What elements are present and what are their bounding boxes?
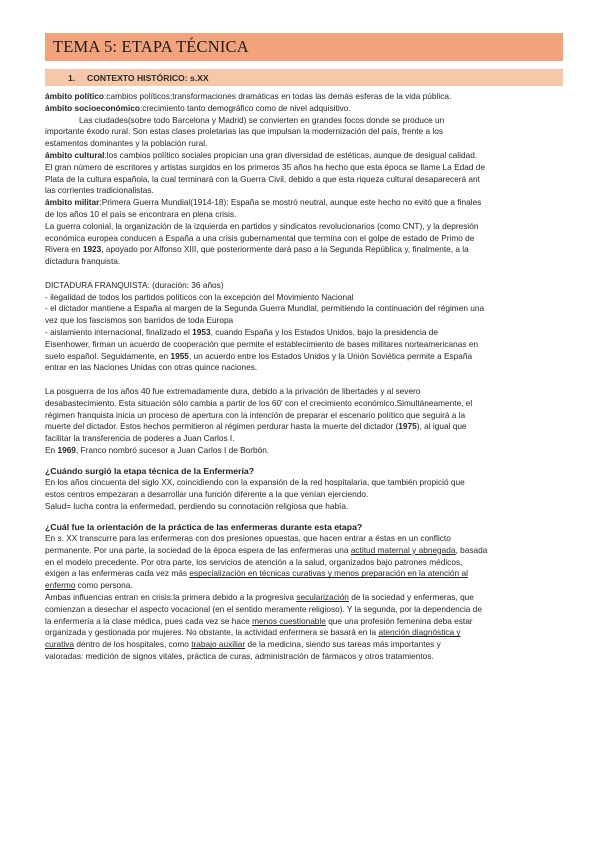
- text-line: :los cambios político sociales propician una gran diversidad de estéticas, aunque de desigual calidad.: [104, 149, 478, 160]
- term-label: ámbito militar: [45, 197, 100, 208]
- section-label: CONTEXTO HISTÓRICO: s.XX: [87, 72, 209, 83]
- text-line: En los años cincuenta del siglo XX, coincidiendo con la expansión de la red hospitalaria, que también propició que: [45, 477, 465, 488]
- term-label: ámbito político: [45, 91, 104, 101]
- underlined-text: menos cuestionable: [252, 615, 326, 626]
- paragraph: [45, 421, 563, 433]
- text-line: En s. XX transcurre para las enfermeras con dos presiones opuestas, que hacen entrar a éstas en un conflicto: [45, 533, 451, 544]
- paragraph: [45, 545, 563, 557]
- paragraph: [45, 244, 563, 256]
- paragraph: [45, 568, 563, 580]
- text-line: económica europea conducen a España a una crisis gubernamental que termina con el golpe de estado de Primo de: [45, 232, 475, 243]
- term-label: ámbito cultural: [45, 149, 105, 160]
- text-line: de la sociedad y enfermeras, que: [348, 592, 474, 603]
- title-bar: [45, 33, 563, 61]
- text-line: La guerra colonial, la organización de la izquierda en partidos y sindicatos revolucionarios (como CNT), y la depresión: [45, 220, 479, 231]
- question-heading: ¿Cuándo surgió la etapa técnica de la Enfermería?: [45, 465, 255, 476]
- term-label: ámbito socioeconómico: [45, 102, 140, 113]
- text-line: las corrientes tradicionalistas.: [45, 185, 154, 196]
- text-line: comienzan a desechar el aspecto vocacional (en el sentido meramente religioso). Y la segunda, por la dependencia de: [45, 603, 482, 614]
- text-line: en el modelo precedente. Por otra parte, los servicios de atención a la salud, organizados bajo patrones médicos,: [45, 556, 463, 567]
- text-line: , basada: [455, 544, 488, 555]
- text-line: como persona.: [75, 580, 133, 591]
- text-line: estamentos dominantes y la población rural.: [45, 138, 208, 149]
- paragraph: [45, 639, 563, 651]
- text-line: permanente. Por una parte, la sociedad de la época espera de las enfermeras una: [45, 544, 351, 555]
- text-line: facilitar la transferencia de poderes a Juan Carlos I.: [45, 433, 235, 444]
- text-line: de los años 10 el país se encontrara en plena crisis.: [45, 208, 237, 219]
- text-line: Rivera en: [45, 244, 83, 255]
- text-line: Eisenhower, firman un acuerdo de cooperación que permite el establecimiento de bases militares norteamericanas en: [45, 338, 479, 349]
- page-title: TEMA 5: ETAPA TÉCNICA: [53, 37, 249, 56]
- section-subheading: DICTADURA FRANQUISTA: (duración: 36 años): [45, 279, 224, 290]
- text-line: la enfermería a la clase médica, pues cada vez se hace: [45, 615, 253, 626]
- text-line: que una profesión femenina deba estar: [325, 615, 473, 626]
- document-page: [45, 33, 563, 663]
- paragraph: [45, 627, 563, 639]
- year: 1969: [57, 444, 76, 455]
- text-line: El gran número de escritores y artistas surgidos en los primeros 35 años ha hecho que esta época se llame La Edad de: [45, 161, 485, 172]
- text-line: :Primera Guerra Mundial(1914-18): España se mostró neutral, aunque este hecho no evitó que a finales: [99, 197, 482, 208]
- text-line: Las ciudades(sobre todo Barcelona y Madrid) se convierten en grandes focos donde se produce un: [79, 114, 445, 125]
- text-line: exigen a las enfermeras cada vez más: [45, 568, 190, 579]
- text-line: importante éxodo rural. Son estas clases proletarias las que impulsan la modernización del país, frente a los: [45, 126, 444, 137]
- text-line: En: [45, 444, 58, 455]
- underlined-text: actitud maternal y abnegada: [350, 544, 456, 555]
- text-line: suelo español. Seguidamente, en: [45, 350, 171, 361]
- text-line: régimen franquista inicia un proceso de apertura con la intención de preparar el escenario político que seguirá a la: [45, 409, 466, 420]
- underlined-text: secularización: [296, 592, 349, 603]
- text-line: organizada y gestionada por mujeres. No obstante, la actividad enfermera se basará en la: [45, 627, 379, 638]
- underlined-text: curativa: [45, 639, 75, 650]
- section-number: 1.: [68, 72, 76, 83]
- document-body: [45, 91, 563, 663]
- text-line: , apoyado por Alfonso XIII, que posteriormente dará paso a la Segunda República y, finalmente, a la: [101, 244, 469, 255]
- year: 1975: [398, 421, 417, 432]
- paragraph: [45, 445, 563, 457]
- text-line: - aislamiento internacional, finalizado el: [45, 326, 193, 337]
- text-line: , cuando España y los Estados Unidos, bajo la presidencia de: [210, 326, 438, 337]
- paragraph: [45, 616, 563, 628]
- text-line: dictadura franquista.: [45, 256, 121, 267]
- text-line: Plata de la cultura española, la cual terminará con la Guerra Civil, debido a que esta riqueza cultural desaparecerá ant: [45, 173, 480, 184]
- underlined-text: enfermo: [45, 580, 76, 591]
- underlined-text: trabajo auxiliar: [191, 639, 246, 650]
- text-line: - ilegalidad de todos los partidos políticos con la excepción del Movimiento Nacional: [45, 291, 354, 302]
- text-line: ), al igual que: [416, 421, 467, 432]
- underlined-text: especialización en técnicas curativas y menos preparación en la atención al: [189, 568, 468, 579]
- question-heading: ¿Cuál fue la orientación de la práctica de las enfermeras durante esta etapa?: [45, 521, 363, 532]
- text-line: , un acuerdo entre los Estados Unidos y la Unión Soviética permite a España: [188, 350, 473, 361]
- text-line: :cambios políticos;transformaciones dramáticas en todas las demás esferas de la vida pública.: [104, 91, 452, 101]
- paragraph: [45, 91, 563, 103]
- text-line: valoradas: medición de signos vitales, práctica de curas, administración de fármacos y otros tratamientos.: [45, 651, 434, 662]
- paragraph: [45, 327, 563, 339]
- paragraph: [45, 592, 563, 604]
- text-line: estos centros empezaran a desarrollar una función diferente a la que venían ejerciendo.: [45, 489, 369, 499]
- text-line: La posguerra de los años 40 fue extremadamente dura, debido a la privación de libertades y al severo: [45, 385, 421, 396]
- text-line: dentro de los hospitales, como: [74, 639, 192, 650]
- text-line: Ambas influencias entran en crisis:la primera debido a la progresiva: [45, 592, 297, 603]
- text-line: :crecimiento tanto demográfico como de nivel adquisitivo.: [139, 102, 351, 113]
- section-heading: [45, 69, 563, 86]
- year: 1953: [192, 326, 211, 337]
- paragraph: [45, 351, 563, 363]
- text-line: de la medicina, siendo sus tareas más importantes y: [245, 639, 441, 650]
- year: 1923: [82, 244, 102, 255]
- year: 1955: [170, 350, 189, 361]
- paragraph: [45, 150, 563, 162]
- text-line: - el dictador mantiene a España al margen de la Segunda Guerra Mundial, permitiendo la continuación del régimen una: [45, 303, 485, 314]
- paragraph: [45, 197, 563, 209]
- paragraph: [45, 103, 563, 115]
- text-line: vez que los fascismos son barridos de toda Europa: [45, 315, 234, 326]
- text-line: desabastecimiento. Esta situación sólo cambia a partir de los 60' con el crecimiento económico.Simultáneamente, el: [45, 397, 473, 408]
- text-line: muerte del dictador. Estos hechos permitieron al régimen perdurar hasta la muerte del dictador (: [45, 421, 399, 432]
- text-line: entrar en las Naciones Unidas con otras quince naciones.: [45, 362, 258, 373]
- text-line: Salud= lucha contra la enfermedad, perdiendo su connotación religiosa que había.: [45, 500, 349, 511]
- text-line: , Franco nombró sucesor a Juan Carlos I de Borbón.: [75, 444, 270, 455]
- paragraph: [45, 580, 563, 592]
- underlined-text: atención diagnóstica y: [378, 627, 461, 638]
